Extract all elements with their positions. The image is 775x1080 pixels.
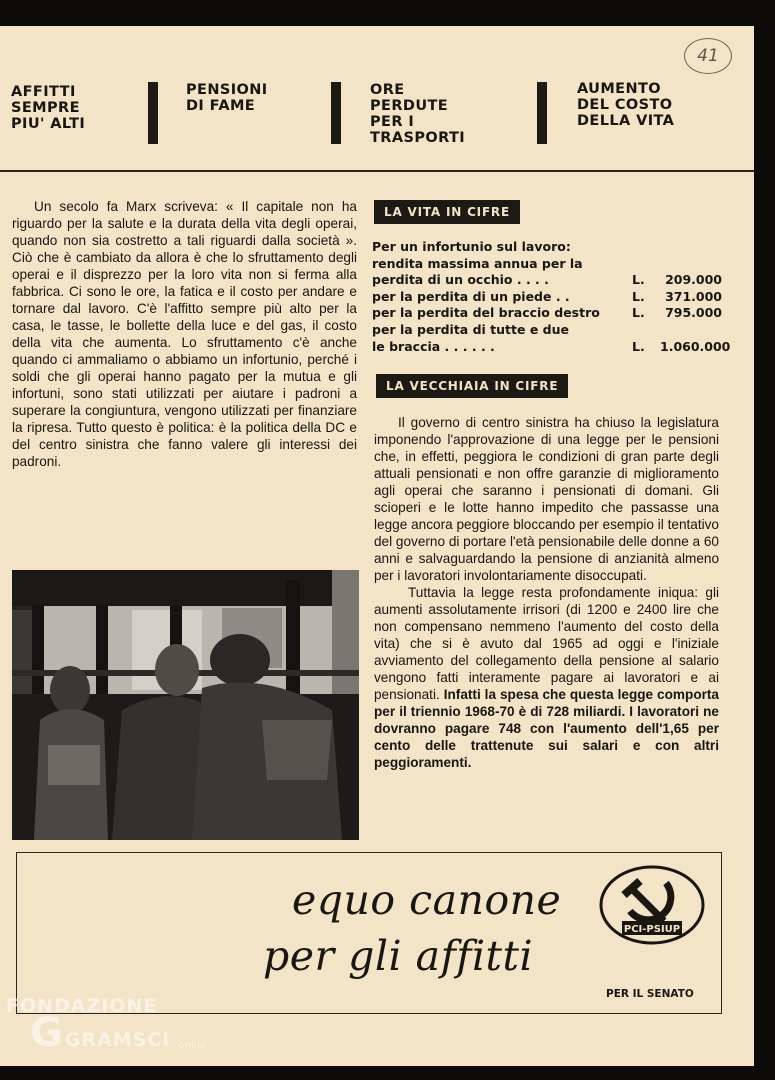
vita-intro: Per un infortunio sul lavoro:	[372, 239, 571, 254]
headline-pensioni: PENSIONI DI FAME	[186, 82, 268, 114]
article-left	[12, 198, 357, 470]
archive-watermark: FONDAZIONE G GRAMSCI onlus	[6, 995, 206, 1056]
vita-row: le braccia . . . . . . L. 1.060.000	[372, 338, 731, 354]
article-left-text: Un secolo fa Marx scriveva: « Il capitale non ha riguardo per la salute e la durata della vita degli operai, quando non sia costretto a tali riguardi dalla società ». Ciò che è cambiato da allora è che lo sfruttamento degli operai e il disprezzo per la loro vita non si ferma alla fabbrica. Ci sono le ore, la fatica e il costo per andare e tornare dal lavoro. C'è l'affitto sempre più alto per la casa, le tasse, le bollette della luce e del gas, il costo della vita che aumenta. Lo sfruttamento c'è anche quando ci ammaliamo o abbiamo un infortunio, perché i soldi che gli operai hanno pagato per la mutua e gli infortuni, sono stati utilizzati per aiutare i padroni a superare la congiuntura, vengono utilizzati per finanziare la ripresa. Tutto questo è politica: è la politica della DC e del centro sinistra che fanno valere gli interessi dei padroni.	[12, 199, 357, 469]
slogan-line-1: equo canone	[292, 876, 562, 924]
headline-divider	[148, 82, 158, 144]
logo-text: PCI-PSIUP	[623, 924, 681, 935]
vita-row: rendita massima annua per la	[372, 255, 583, 271]
vita-row: perdita di un occhio . . . . L. 209.000	[372, 272, 722, 288]
headline-divider	[537, 82, 547, 144]
section-title-vecchiaia: LA VECCHIAIA IN CIFRE	[376, 374, 568, 398]
vita-row: per la perdita del braccio destro L. 795.000	[372, 305, 722, 321]
vita-row: per la perdita di un piede . . L. 371.000	[372, 288, 722, 304]
headline-costo-vita: AUMENTO DEL COSTO DELLA VITA	[577, 81, 675, 129]
article-vecchiaia	[374, 414, 719, 771]
vita-row: per la perdita di tutte e due	[372, 321, 569, 337]
section-title-vita: LA VITA IN CIFRE	[374, 200, 520, 224]
slogan-line-2: per gli affitti	[263, 932, 534, 980]
headline-ore-perdute: ORE PERDUTE PER I TRASPORTI	[370, 82, 466, 146]
watermark-g-icon: G	[30, 1010, 63, 1056]
page-number: 41	[684, 38, 732, 74]
headline-divider	[331, 82, 341, 144]
vecchiaia-paragraph-2: Tuttavia la legge resta profondamente iniqua: gli aumenti assolutamente irrisori (di 1200 e 2400 lire che non compensano nemmeno l'aumento del costo della vita) che si è avuto dal 1965 ad oggi e l'iniziale avviamento del collegamento della pensione al salario vengono fatti interamente pagare ai lavoratori e ai pensionati. Infatti la spesa che questa legge comporta per il triennio 1968-70 è di 728 miliardi. I lavoratori ne dovranno pagare 748 con l'aumento dell'1,65 per cento delle trattenute sui salari e con altri peggioramenti.	[374, 585, 719, 770]
headline-affitti: AFFITTI SEMPRE PIU' ALTI	[11, 84, 86, 132]
vita-figures	[372, 239, 731, 355]
senate-caption: PER IL SENATO	[606, 988, 694, 1000]
bus-passengers-photo	[12, 570, 359, 840]
hammer-sickle-logo	[598, 865, 706, 947]
vecchiaia-paragraph-1: Il governo di centro sinistra ha chiuso la legislatura imponendo l'approvazione di una legge per le pensioni che, in effetti, peggiora le condizioni di gran parte degli attuali pensionati e non offre garanzie di miglioramento agli operai che saranno i pensionati di domani. Gli scioperi e le lotte hanno impedito che passasse una legge ancora peggiore bloccando per esempio il tentativo del governo di portare l'età pensionabile delle donne a 60 anni e salvaguardando la pensione di anzianità almeno per i lavoratori involontariamente disoccupati.	[374, 415, 719, 583]
header-rule	[0, 170, 754, 172]
